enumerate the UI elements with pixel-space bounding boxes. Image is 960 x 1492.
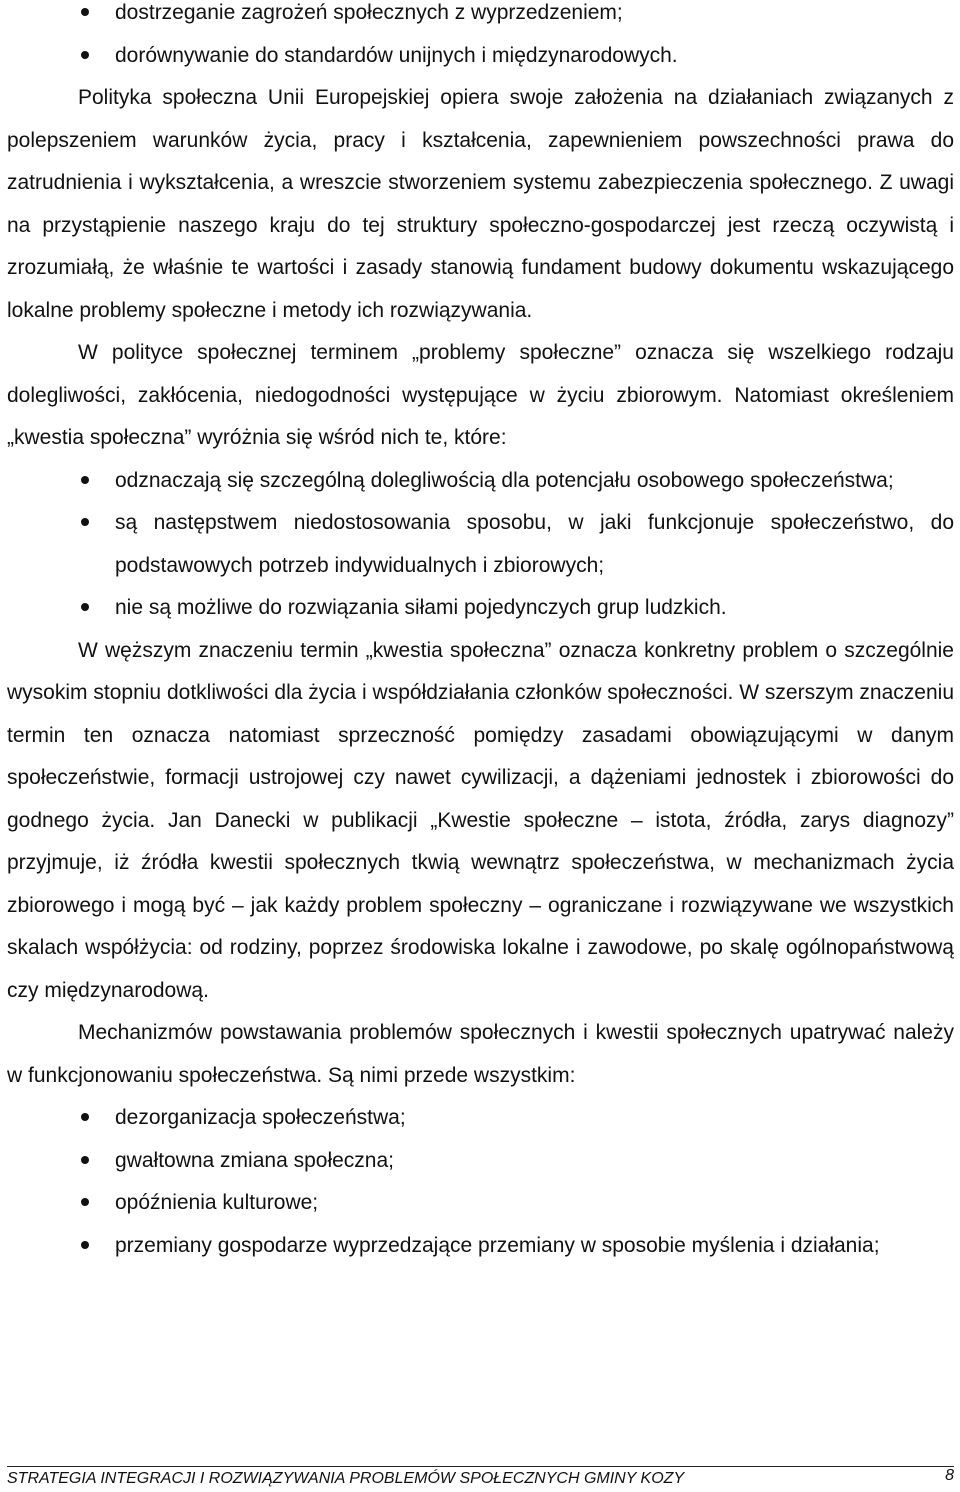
list-item-text: nie są możliwe do rozwiązania siłami pojedynczych grup ludzkich.: [115, 596, 727, 619]
list-item-text: przemiany gospodarze wyprzedzające przemiany w sposobie myślenia i działania;: [115, 1233, 880, 1257]
bullet-icon: [81, 1198, 89, 1206]
list-item: [7, 1140, 954, 1183]
bullet-list-goals: [7, 0, 954, 77]
list-item-text: dostrzeganie zagrożeń społecznych z wyprzedzeniem;: [115, 1, 623, 24]
paragraph-mechanisms: Mechanizmów powstawania problemów społecznych i kwestii społecznych upatrywać należy w funkcjonowaniu społeczeństwa. Są nimi przede wszystkim:: [7, 1021, 954, 1087]
document-page: [7, 0, 954, 1267]
footer-document-title: STRATEGIA INTEGRACJI I ROZWIĄZYWANIA PROBLEMÓW SPOŁECZNYCH GMINY KOZY: [7, 1470, 685, 1487]
list-item: [7, 460, 954, 503]
bullet-list-social-issue-traits: [7, 460, 954, 630]
list-item: [7, 0, 954, 35]
bullet-icon: [81, 8, 89, 16]
list-item-text: są następstwem niedostosowania sposobu, w jaki funkcjonuje społeczeństwo, do podstawowych potrzeb indywidualnych i zbiorowych;: [115, 511, 954, 577]
paragraph-eu-policy: Polityka społeczna Unii Europejskiej opiera swoje założenia na działaniach związanych z polepszeniem warunków życia, pracy i kształcenia, zapewnieniem powszechności prawa do zatrudnienia i wykształcenia, a wreszcie stworzeniem systemu zabezpieczenia społecznego. Z uwagi na przystąpienie naszego kraju do tej struktury społeczno-gospodarczej jest rzeczą oczywistą i zrozumiałą, że właśnie te wartości i zasady stanowią fundament budowy dokumentu wskazującego lokalne problemy społeczne i metody ich rozwiązywania.: [7, 86, 954, 322]
list-item-text: opóźnienia kulturowe;: [115, 1191, 319, 1214]
list-item: [7, 35, 954, 78]
list-item: [7, 1225, 954, 1268]
list-item-text: dorównywanie do standardów unijnych i międzynarodowych.: [115, 43, 678, 67]
bullet-list-mechanisms: [7, 1097, 954, 1267]
page-number: 8: [945, 1467, 954, 1484]
paragraph-social-problems: W polityce społecznej terminem „problemy społeczne” oznacza się wszelkiego rodzaju dolegliwości, zakłócenia, niedogodności występujące w życiu zbiorowym. Natomiast określeniem „kwestia społeczna” wyróżnia się wśród nich te, które:: [7, 341, 954, 449]
list-item: [7, 1182, 954, 1225]
list-item: [7, 502, 954, 587]
list-item-text: dezorganizacja społeczeństwa;: [115, 1106, 406, 1129]
list-item-text: gwałtowna zmiana społeczna;: [115, 1148, 394, 1172]
bullet-icon: [81, 1241, 89, 1249]
bullet-icon: [81, 1156, 89, 1164]
bullet-icon: [81, 518, 89, 526]
page-footer: [7, 1466, 954, 1492]
bullet-icon: [81, 603, 89, 611]
list-item-text: odznaczają się szczególną dolegliwością dla potencjału osobowego społeczeństwa;: [115, 468, 894, 492]
list-item: [7, 587, 954, 630]
list-item: [7, 1097, 954, 1140]
bullet-icon: [81, 51, 89, 59]
paragraph-social-issue-meaning: W węższym znaczeniu termin „kwestia społeczna” oznacza konkretny problem o szczególnie wysokim stopniu dotkliwości dla życia i współdziałania członków społeczności. W szerszym znaczeniu termin ten oznacza natomiast sprzeczność pomiędzy zasadami obowiązującymi w danym społeczeństwie, formacji ustrojowej czy nawet cywilizacji, a dążeniami jednostek i zbiorowości do godnego życia. Jan Danecki w publikacji „Kwestie społeczne – istota, źródła, zarys diagnozy” przyjmuje, iż źródła kwestii społecznych tkwią wewnątrz społeczeństwa, w mechanizmach życia zbiorowego i mogą być – jak każdy problem społeczny – ograniczane i rozwiązywane we wszystkich skalach współżycia: od rodziny, poprzez środowiska lokalne i zawodowe, po skalę ogólnopaństwową czy międzynarodową.: [7, 638, 954, 1002]
bullet-icon: [81, 1113, 89, 1121]
bullet-icon: [81, 476, 89, 484]
